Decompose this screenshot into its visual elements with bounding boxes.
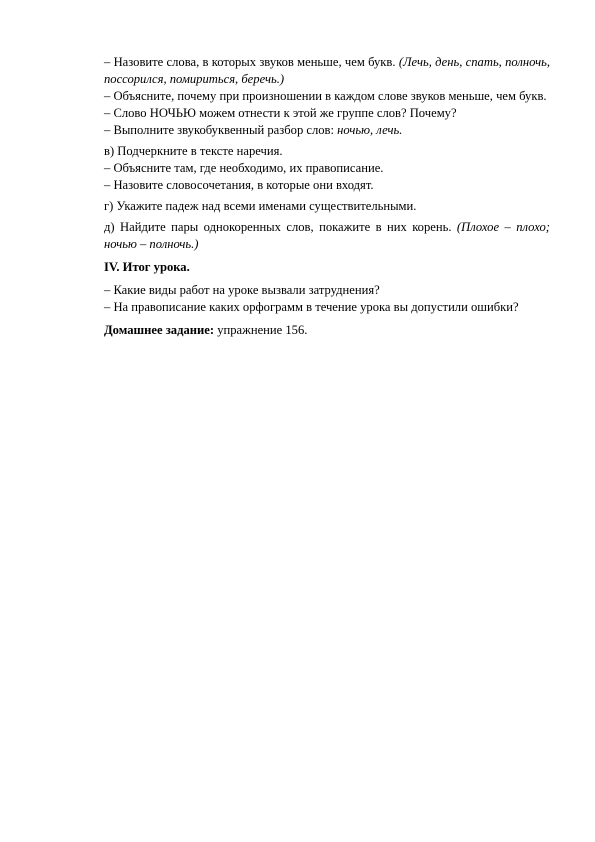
task-v-phrases [104, 177, 550, 194]
section-heading-text: IV. Итог урока. [104, 260, 190, 274]
summary-question-mistakes [104, 299, 550, 316]
section-heading [104, 259, 550, 276]
task-text: – Объясните там, где необходимо, их правописание. [104, 161, 384, 175]
summary-question-difficulties [104, 282, 550, 299]
question-text: – Объясните, почему при произношении в каждом слове звуков меньше, чем букв. [104, 89, 547, 103]
question-phonetic-analysis [104, 122, 550, 139]
task-g [104, 198, 550, 215]
example-words: ночью, лечь. [337, 123, 403, 137]
example-words: (Лечь, день, спать, полночь, поссорился, помириться, беречь.) [104, 55, 550, 86]
question-text: – Какие виды работ на уроке вызвали затруднения? [104, 283, 380, 297]
question-text: – Выполните звукобуквенный разбор слов: [104, 123, 338, 137]
question-sounds-fewer-than-letters [104, 54, 550, 88]
task-text: в) Подчеркните в тексте наречия. [104, 144, 283, 158]
task-v-explain [104, 160, 550, 177]
question-explain [104, 88, 550, 105]
question-nochyu [104, 105, 550, 122]
task-text: г) Укажите падеж над всеми именами существительными. [104, 199, 417, 213]
question-text: – Назовите слова, в которых звуков меньше, чем букв. [104, 55, 399, 69]
question-text: – Слово НОЧЬЮ можем отнести к этой же группе слов? Почему? [104, 106, 457, 120]
homework [104, 322, 550, 339]
homework-label: Домашнее задание: [104, 323, 215, 337]
homework-text: упражнение 156. [214, 323, 308, 337]
example-words: (Плохое – плохо; ночью – полночь.) [104, 220, 550, 251]
question-text: – На правописание каких орфограмм в течение урока вы допустили ошибки? [104, 300, 519, 314]
task-text: – Назовите словосочетания, в которые они входят. [104, 178, 374, 192]
document-page [104, 54, 550, 339]
task-text: д) Найдите пары однокоренных слов, покажите в них корень. [104, 220, 457, 234]
task-v [104, 143, 550, 160]
task-d [104, 219, 550, 253]
